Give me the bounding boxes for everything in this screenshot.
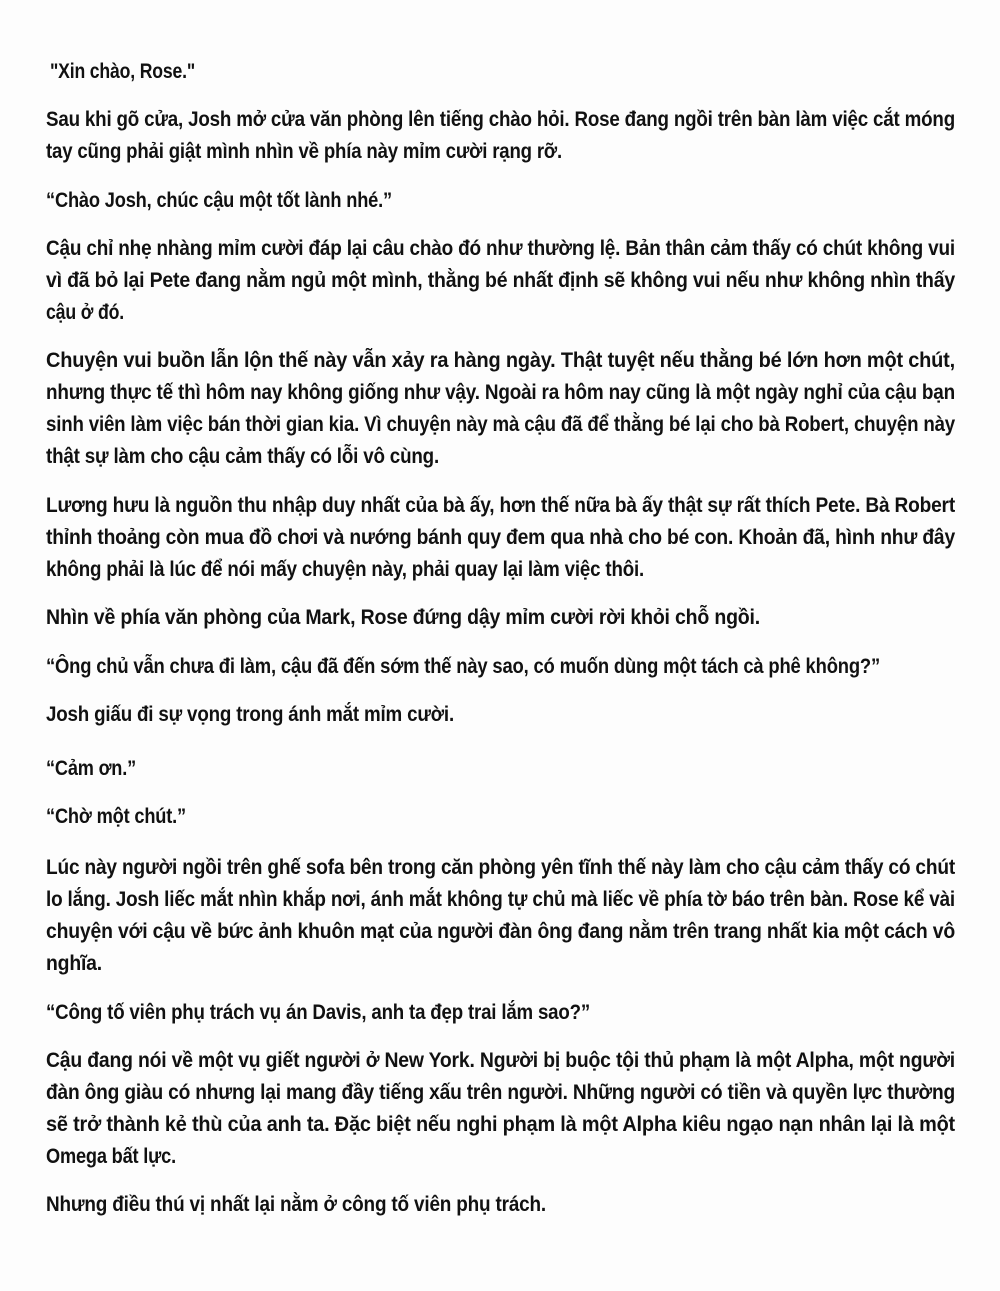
paragraph-6 — [46, 603, 815, 633]
text-line: “Công tố viên phụ trách vụ án Davis, anh ta đẹp trai lắm sao?” — [46, 1001, 590, 1024]
paragraph-12 — [46, 998, 658, 1028]
text-line: Cậu đang nói về một vụ giết người ở New York. Người bị buộc tội thủ phạm là một Alpha, một người — [46, 1049, 955, 1072]
text-line: đàn ông giàu có nhưng lại mang đầy tiếng xấu trên người. Những người có tiền và quyền lực thường — [46, 1081, 955, 1104]
paragraph-11-line-3 — [46, 917, 1000, 947]
text-line: chuyện với cậu về bức ảnh khuôn mạt của người đàn ông đang nằm trên trang nhất kia một cách vô — [46, 920, 955, 943]
text-line: "Xin chào, Rose." — [50, 60, 195, 83]
paragraph-3-line-2 — [46, 266, 1000, 296]
text-line: nghĩa. — [46, 952, 102, 975]
text-line: thỉnh thoảng còn mua đồ chơi và nướng bánh quy đem qua nhà cho bé con. Khoản đã, hình như đây — [46, 526, 955, 549]
paragraph-8 — [46, 700, 503, 730]
text-line: thật sự làm cho cậu cảm thấy có lỗi vô cùng. — [46, 445, 439, 468]
paragraph-3-line-1 — [46, 234, 1000, 264]
text-line: sinh viên làm việc bán thời gian kia. Vì chuyện này mà cậu đã để thằng bé lại cho bà Robert, chuyện này — [46, 413, 955, 436]
paragraph-5-line-1 — [46, 491, 1000, 521]
paragraph-11-line-4 — [46, 949, 107, 979]
text-line: vì đã bỏ lại Pete đang nằm ngủ một mình, thằng bé nhất định sẽ không vui nếu như không nhìn thấy — [46, 269, 955, 292]
text-line: Lúc này người ngồi trên ghế sofa bên trong căn phòng yên tĩnh thế này làm cho cậu cảm thấy có chút — [46, 856, 955, 879]
text-line: Nhưng điều thú vị nhất lại nằm ở công tố viên phụ trách. — [46, 1193, 546, 1216]
paragraph-7 — [46, 652, 997, 682]
text-line: “Chờ một chút.” — [46, 805, 186, 828]
text-line: nhưng thực tế thì hôm nay không giống như vậy. Ngoài ra hôm nay cũng là một ngày nghỉ của cậu bạn — [46, 381, 955, 404]
paragraph-greeting — [50, 57, 223, 87]
paragraph-9 — [46, 754, 150, 784]
text-line: Lương hưu là nguồn thu nhập duy nhất của bà ấy, hơn thế nữa bà ấy thật sự rất thích Pete. Bà Robert — [46, 494, 955, 517]
paragraph-4-line-1 — [46, 346, 1000, 376]
paragraph-13-line-1 — [46, 1046, 1000, 1076]
paragraph-1-line-1 — [46, 105, 1000, 135]
paragraph-1-line-2 — [46, 137, 628, 167]
paragraph-11-line-2 — [46, 885, 1000, 915]
paragraph-13-line-4 — [46, 1142, 196, 1172]
paragraph-5-line-3 — [46, 555, 717, 585]
text-line: “Chào Josh, chúc cậu một tốt lành nhé.” — [46, 189, 392, 212]
paragraph-13-line-3 — [46, 1110, 1000, 1140]
text-line: Cậu chỉ nhẹ nhàng mỉm cười đáp lại câu chào đó như thường lệ. Bản thân cảm thấy có chút không vui — [46, 237, 955, 260]
paragraph-3-line-3 — [46, 298, 138, 328]
paragraph-2 — [46, 186, 444, 216]
paragraph-13-line-2 — [46, 1078, 1000, 1108]
text-line: cậu ở đó. — [46, 301, 124, 324]
text-line: “Ông chủ vẫn chưa đi làm, cậu đã đến sớm thế này sao, có muốn dùng một tách cà phê không?” — [46, 655, 880, 678]
paragraph-5-line-2 — [46, 523, 1000, 553]
text-line: “Cảm ơn.” — [46, 757, 136, 780]
paragraph-4-line-4 — [46, 442, 485, 472]
text-line: sẽ trở thành kẻ thù của anh ta. Đặc biệt nếu nghi phạm là một Alpha kiêu ngạo nạn nhân lại là một — [46, 1113, 955, 1136]
paragraph-14 — [46, 1190, 600, 1220]
text-line: lo lắng. Josh liếc mắt nhìn khắp nơi, ánh mắt không tự chủ mà liếc về phía tờ báo trên bàn. Rose kể vài — [46, 888, 955, 911]
text-line: Chuyện vui buồn lẫn lộn thế này vẫn xảy ra hàng ngày. Thật tuyệt nếu thằng bé lớn hơn một chút, — [46, 349, 955, 372]
paragraph-4-line-3 — [46, 410, 1000, 440]
text-line: không phải là lúc để nói mấy chuyện này, phải quay lại làm việc thôi. — [46, 558, 644, 581]
paragraph-4-line-2 — [46, 378, 1000, 408]
text-line: Omega bất lực. — [46, 1145, 176, 1168]
text-line: tay cũng phải giật mình nhìn về phía này mỉm cười rạng rỡ. — [46, 140, 562, 163]
text-line: Josh giấu đi sự vọng trong ánh mắt mỉm cười. — [46, 703, 454, 726]
paragraph-10 — [46, 802, 207, 832]
text-line: Sau khi gõ cửa, Josh mở cửa văn phòng lên tiếng chào hỏi. Rose đang ngồi trên bàn làm việc cắt móng — [46, 108, 955, 131]
paragraph-11-line-1 — [46, 853, 1000, 883]
text-line: Nhìn về phía văn phòng của Mark, Rose đứng dậy mỉm cười rời khỏi chỗ ngồi. — [46, 606, 760, 629]
